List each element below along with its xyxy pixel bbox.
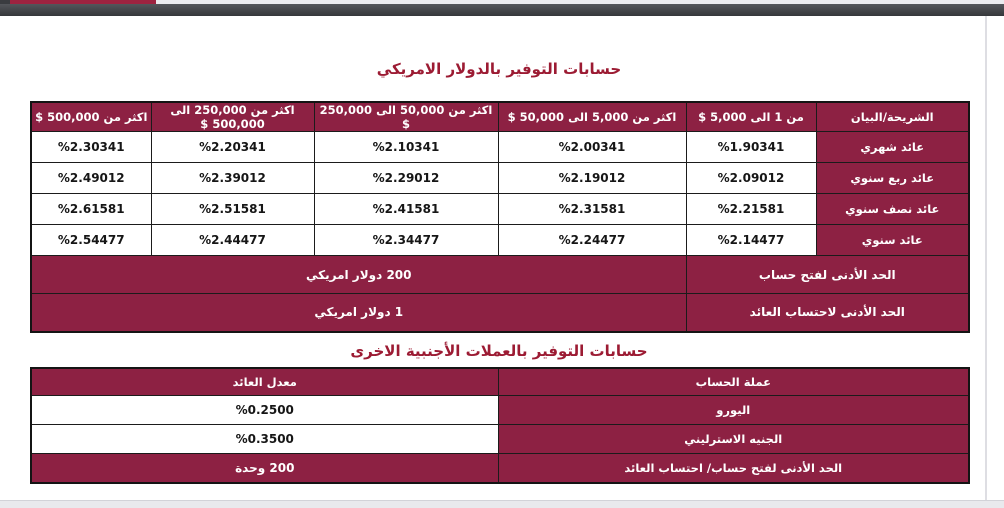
rate-cell: %0.3500 [31, 425, 498, 454]
header-cell-tier-3: اكثر من 50,000 الى 250,000 $ [314, 102, 498, 132]
rate-cell: %0.2500 [31, 396, 498, 425]
table-row-monthly [31, 132, 969, 163]
table-row-gbp [31, 425, 969, 454]
footer-label: الحد الأدنى لاحتساب العائد [686, 294, 969, 332]
footer-value: 200 دولار امريكي [31, 256, 686, 294]
table-row-fx-minimum [31, 454, 969, 483]
row-label: عائد ربع سنوي [816, 163, 969, 194]
rate-cell: %2.29012 [314, 163, 498, 194]
header-cell-rate: معدل العائد [31, 368, 498, 396]
rate-cell: %1.90341 [686, 132, 816, 163]
rate-cell: %2.10341 [314, 132, 498, 163]
rate-cell: %2.54477 [31, 225, 151, 256]
table-row-euro [31, 396, 969, 425]
page-bottom-edge [0, 500, 1004, 508]
table-row-quarterly [31, 163, 969, 194]
rate-cell: %2.51581 [151, 194, 314, 225]
fx-section-title: حسابات التوفير بالعملات الأجنبية الاخرى [350, 341, 648, 360]
rate-cell: %2.34477 [314, 225, 498, 256]
table-row-min-open [31, 256, 969, 294]
header-cell-tier-2: اكثر من 5,000 الى 50,000 $ [498, 102, 686, 132]
table-row-annual [31, 225, 969, 256]
footer-value: 1 دولار امريكي [31, 294, 686, 332]
table-row-min-interest [31, 294, 969, 332]
footer-label: الحد الأدنى لفتح حساب [686, 256, 969, 294]
usd-section-title: حسابات التوفير بالدولار الامريكي [376, 60, 622, 78]
header-cell-currency: عملة الحساب [498, 368, 969, 396]
header-cell-tier-4: اكثر من 250,000 الى 500,000 $ [151, 102, 314, 132]
currency-label: الجنيه الاسترليني [498, 425, 969, 454]
currency-label: الحد الأدنى لفتح حساب/ احتساب العائد [498, 454, 969, 483]
browser-toolbar [0, 4, 1004, 16]
header-cell-segment: الشريحة/البيان [816, 102, 969, 132]
rate-cell: %2.41581 [314, 194, 498, 225]
rate-cell: %2.09012 [686, 163, 816, 194]
rates-content [30, 16, 968, 484]
rate-cell: %2.00341 [498, 132, 686, 163]
rate-cell: %2.44477 [151, 225, 314, 256]
rate-cell: %2.30341 [31, 132, 151, 163]
fx-header-row [31, 368, 969, 396]
currency-label: اليورو [498, 396, 969, 425]
rate-cell: %2.24477 [498, 225, 686, 256]
table-row-semiannual [31, 194, 969, 225]
row-label: عائد سنوي [816, 225, 969, 256]
fx-minimum-value: 200 وحدة [31, 454, 498, 483]
rate-cell: %2.39012 [151, 163, 314, 194]
fx-savings-table [30, 367, 970, 484]
usd-savings-table [30, 101, 970, 333]
rate-cell: %2.49012 [31, 163, 151, 194]
rate-cell: %2.14477 [686, 225, 816, 256]
rate-cell: %2.31581 [498, 194, 686, 225]
header-cell-tier-1: من 1 الى 5,000 $ [686, 102, 816, 132]
rate-cell: %2.21581 [686, 194, 816, 225]
row-label: عائد نصف سنوي [816, 194, 969, 225]
rate-cell: %2.19012 [498, 163, 686, 194]
header-cell-tier-5: اكثر من 500,000 $ [31, 102, 151, 132]
rate-cell: %2.20341 [151, 132, 314, 163]
usd-header-row [31, 102, 969, 132]
row-label: عائد شهري [816, 132, 969, 163]
rate-cell: %2.61581 [31, 194, 151, 225]
page-right-shadow [985, 16, 987, 500]
